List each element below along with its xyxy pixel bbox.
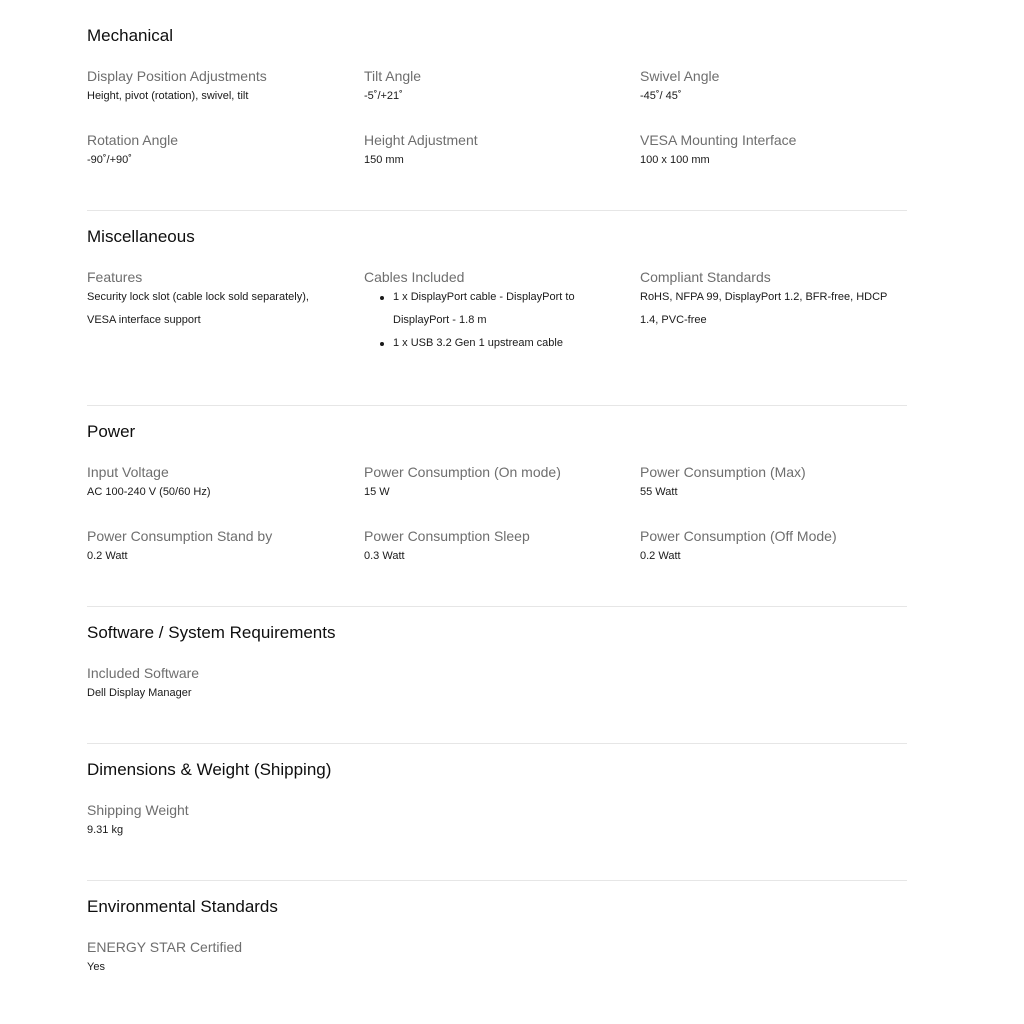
spec-value: Height, pivot (rotation), swivel, tilt bbox=[87, 90, 249, 102]
spec-label: Included Software bbox=[87, 665, 200, 681]
spec-value: -45˚/ 45˚ bbox=[640, 90, 682, 102]
section-power bbox=[87, 421, 907, 443]
spec-swivel-angle bbox=[640, 67, 890, 108]
spec-power-consumption-max bbox=[640, 463, 890, 504]
spec-value: Yes bbox=[87, 961, 105, 973]
list-item: 1 x DisplayPort cable - DisplayPort to DisplayPort - 1.8 m bbox=[364, 286, 599, 332]
spec-tilt-angle bbox=[364, 67, 614, 108]
spec-value: 0.2 Watt bbox=[87, 550, 128, 562]
section-title-environmental: Environmental Standards bbox=[87, 897, 278, 916]
spec-label: Power Consumption Sleep bbox=[364, 528, 530, 544]
section-dimensions bbox=[87, 759, 907, 781]
spec-compliant-standards bbox=[640, 268, 905, 332]
section-title-mechanical: Mechanical bbox=[87, 26, 173, 45]
section-divider bbox=[87, 405, 907, 406]
section-miscellaneous bbox=[87, 226, 907, 248]
spec-label: Shipping Weight bbox=[87, 802, 189, 818]
spec-value: 150 mm bbox=[364, 154, 404, 166]
spec-display-position-adjustments bbox=[87, 67, 337, 108]
spec-value: Security lock slot (cable lock sold separately), VESA interface support bbox=[87, 291, 309, 326]
spec-energy-star-certified bbox=[87, 938, 337, 979]
section-software bbox=[87, 622, 907, 644]
spec-power-consumption-sleep bbox=[364, 527, 614, 568]
section-title-miscellaneous: Miscellaneous bbox=[87, 227, 195, 246]
spec-label: Input Voltage bbox=[87, 464, 169, 480]
spec-label: Rotation Angle bbox=[87, 132, 179, 148]
spec-value: 100 x 100 mm bbox=[640, 154, 710, 166]
spec-rotation-angle bbox=[87, 131, 337, 172]
section-divider bbox=[87, 743, 907, 744]
list-item: 1 x USB 3.2 Gen 1 upstream cable bbox=[364, 332, 599, 355]
section-mechanical bbox=[87, 25, 907, 47]
spec-shipping-weight bbox=[87, 801, 337, 842]
spec-label: Tilt Angle bbox=[364, 68, 422, 84]
section-divider bbox=[87, 880, 907, 881]
spec-vesa-mounting-interface bbox=[640, 131, 890, 172]
spec-label: Display Position Adjustments bbox=[87, 68, 267, 84]
spec-included-software bbox=[87, 664, 337, 705]
spec-value: 9.31 kg bbox=[87, 824, 124, 836]
spec-power-consumption-off-mode bbox=[640, 527, 890, 568]
spec-label: Cables Included bbox=[364, 269, 465, 285]
spec-value: AC 100-240 V (50/60 Hz) bbox=[87, 486, 211, 498]
spec-power-consumption-on-mode bbox=[364, 463, 614, 504]
spec-label: ENERGY STAR Certified bbox=[87, 939, 243, 955]
spec-value: 15 W bbox=[364, 486, 390, 498]
spec-label: Compliant Standards bbox=[640, 269, 771, 285]
section-title-software: Software / System Requirements bbox=[87, 623, 336, 642]
section-divider bbox=[87, 606, 907, 607]
spec-power-consumption-standby bbox=[87, 527, 337, 568]
cables-list bbox=[364, 286, 599, 355]
section-title-dimensions: Dimensions & Weight (Shipping) bbox=[87, 760, 332, 779]
section-title-power: Power bbox=[87, 422, 136, 441]
spec-height-adjustment bbox=[364, 131, 614, 172]
section-divider bbox=[87, 210, 907, 211]
spec-value: Dell Display Manager bbox=[87, 687, 192, 699]
spec-label: Power Consumption (On mode) bbox=[364, 464, 561, 480]
spec-label: Swivel Angle bbox=[640, 68, 720, 84]
spec-value: -5˚/+21˚ bbox=[364, 90, 403, 102]
spec-value: 0.3 Watt bbox=[364, 550, 405, 562]
spec-label: Power Consumption (Max) bbox=[640, 464, 806, 480]
spec-label: Power Consumption Stand by bbox=[87, 528, 273, 544]
spec-features bbox=[87, 268, 337, 332]
spec-value: 0.2 Watt bbox=[640, 550, 681, 562]
spec-cables-included bbox=[364, 268, 599, 355]
spec-value: -90˚/+90˚ bbox=[87, 154, 132, 166]
spec-value: RoHS, NFPA 99, DisplayPort 1.2, BFR-free, HDCP 1.4, PVC-free bbox=[640, 291, 888, 326]
spec-label: Features bbox=[87, 269, 143, 285]
spec-label: Height Adjustment bbox=[364, 132, 478, 148]
spec-label: VESA Mounting Interface bbox=[640, 132, 797, 148]
spec-value: 55 Watt bbox=[640, 486, 678, 498]
section-environmental bbox=[87, 896, 907, 918]
spec-input-voltage bbox=[87, 463, 337, 504]
spec-label: Power Consumption (Off Mode) bbox=[640, 528, 837, 544]
